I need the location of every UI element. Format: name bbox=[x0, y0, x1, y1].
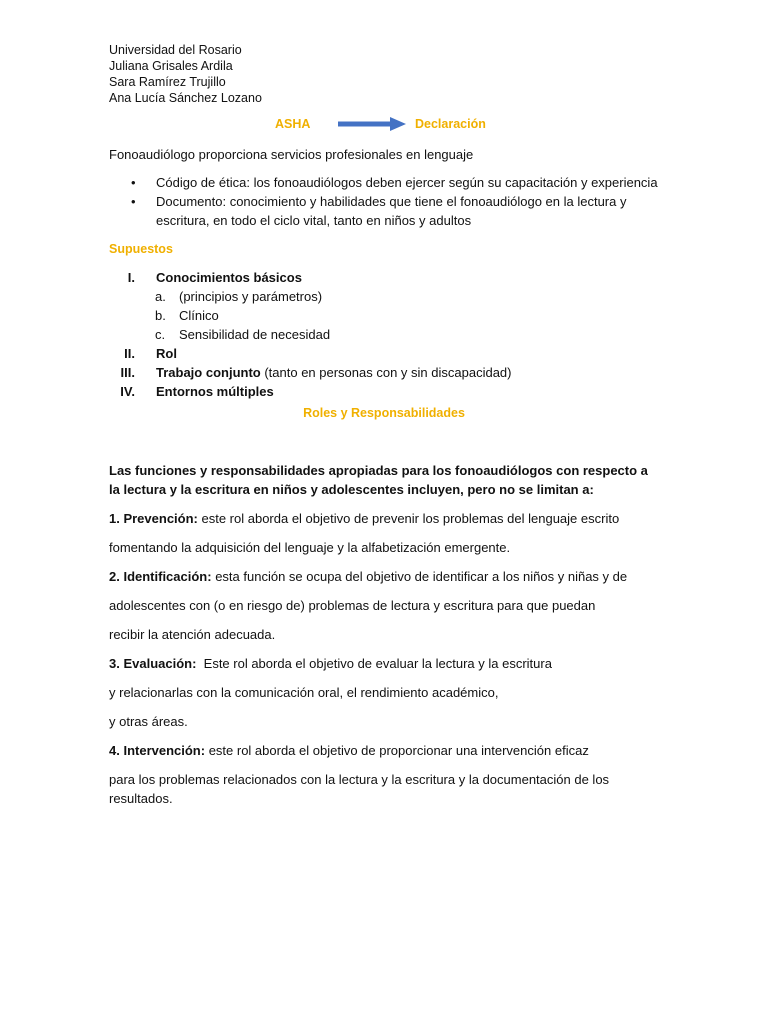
supuestos-list bbox=[109, 268, 659, 401]
list-item: II. Rol bbox=[124, 346, 177, 361]
roles-heading: Roles y Responsabilidades bbox=[303, 406, 465, 420]
role-intervencion-cont: para los problemas relacionados con la lectura y la escritura y la documentación de los resultados. bbox=[109, 772, 610, 806]
list-item: IV. Entornos múltiples bbox=[120, 384, 274, 399]
author-name: Juliana Grisales Ardila bbox=[109, 59, 233, 73]
role-intervencion: 4. Intervención: este rol aborda el objetivo de proporcionar una intervención eficaz bbox=[109, 743, 589, 758]
role-evaluacion-cont: y otras áreas. bbox=[109, 714, 188, 729]
role-identificacion-cont: adolescentes con (o en riesgo de) problemas de lectura y escritura para que puedan bbox=[109, 598, 596, 613]
list-item: • Documento: conocimiento y habilidades que tiene el fonoaudiólogo en la lectura y escritura, en todo el ciclo vital, tanto en niños y adultos bbox=[131, 194, 627, 228]
sub-item: b. Clínico bbox=[155, 308, 219, 323]
role-identificacion: 2. Identificación: esta función se ocupa del objetivo de identificar a los niños y niñas y de bbox=[109, 569, 628, 584]
sub-item: c. Sensibilidad de necesidad bbox=[155, 327, 331, 342]
role-evaluacion: 3. Evaluación: Este rol aborda el objetivo de evaluar la lectura y la escritura bbox=[109, 656, 552, 671]
declaracion-label: Declaración bbox=[415, 117, 486, 131]
role-prevencion-cont: fomentando la adquisición del lenguaje y la alfabetización emergente. bbox=[109, 540, 511, 555]
role-identificacion-cont: recibir la atención adecuada. bbox=[109, 627, 276, 642]
author-name: Ana Lucía Sánchez Lozano bbox=[109, 91, 262, 105]
intro-paragraph: Fonoaudiólogo proporciona servicios profesionales en lenguaje bbox=[109, 147, 474, 162]
bullet-icon: • bbox=[131, 175, 136, 190]
author-name: Sara Ramírez Trujillo bbox=[109, 75, 226, 89]
document-page bbox=[109, 42, 659, 808]
author-block bbox=[109, 42, 659, 106]
roles-intro: Las funciones y responsabilidades apropiadas para los fonoaudiólogos con respecto a la lectura y la escritura en niños y adolescentes incluyen, pero no se limitan a: bbox=[109, 463, 648, 497]
sub-item: a. (principios y parámetros) bbox=[155, 289, 323, 304]
asha-label: ASHA bbox=[275, 117, 311, 131]
asha-declaration-header bbox=[109, 115, 659, 135]
list-item: III. Trabajo conjunto (tanto en personas con y sin discapacidad) bbox=[120, 365, 512, 380]
list-item: • Código de ética: los fonoaudiólogos deben ejercer según su capacitación y experiencia bbox=[131, 175, 658, 190]
supuestos-heading: Supuestos bbox=[109, 242, 173, 256]
bullet-list bbox=[109, 173, 659, 230]
role-evaluacion-cont: y relacionarlas con la comunicación oral, el rendimiento académico, bbox=[109, 685, 499, 700]
right-arrow-icon bbox=[338, 117, 406, 131]
list-item: I. Conocimientos básicos bbox=[127, 270, 302, 285]
institution: Universidad del Rosario bbox=[109, 43, 242, 57]
bullet-icon: • bbox=[131, 194, 136, 209]
role-prevencion: 1. Prevención: este rol aborda el objetivo de prevenir los problemas del lenguaje escrito bbox=[109, 511, 620, 526]
